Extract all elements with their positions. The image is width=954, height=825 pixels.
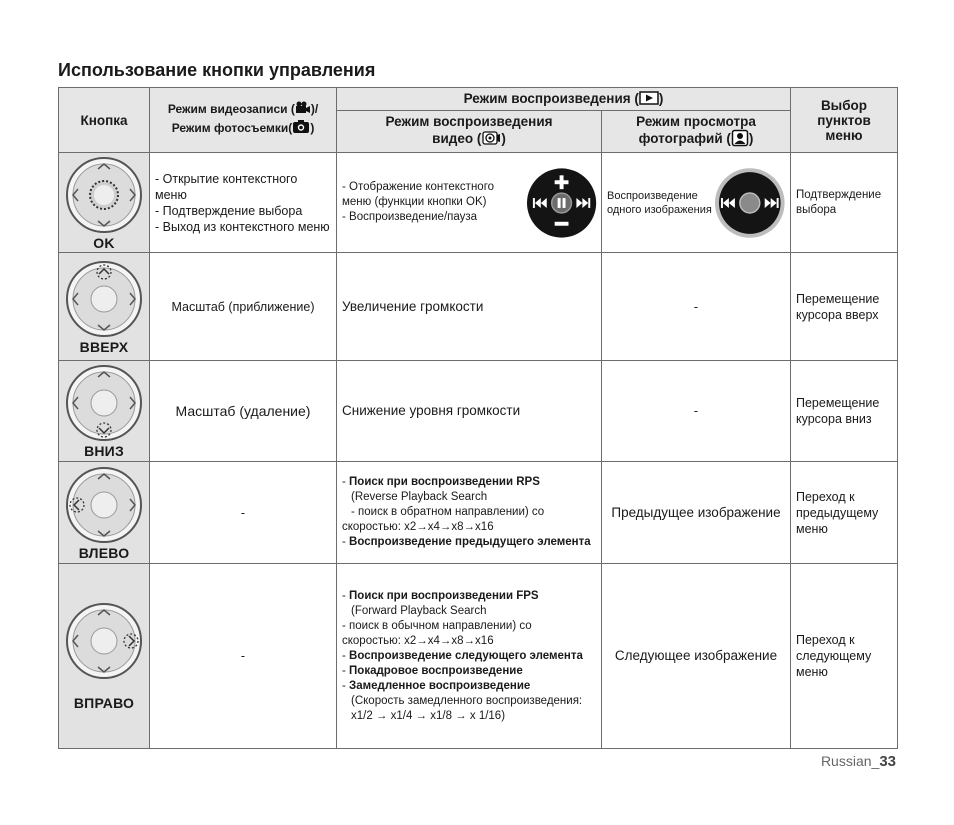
left-button-cell [59,462,150,564]
record-cell [150,153,337,253]
video-cell [337,564,602,749]
video-text: (Reverse Playback Search [351,491,488,503]
table-row [59,462,898,564]
video-text: Замедленное воспроизведение [349,679,531,692]
right-button-cell [59,564,150,749]
photo-camera-icon [292,119,310,139]
photo-cell [602,153,791,253]
photo-text: Воспроизведение одного изображения [607,189,712,216]
video-text: - Воспроизведение/пауза [342,211,478,223]
joystick-ok-icon [64,155,144,235]
header-video-playback: Режим воспроизведения видео ( ) [337,111,602,153]
button-label: ВВЕРХ [79,338,129,355]
joystick-up-icon [64,259,144,339]
record-cell: Масштаб (приближение) [150,253,337,361]
down-button-cell [59,361,150,462]
header-playback-mode: Режим воспроизведения ( ) [337,88,791,111]
ok-button-cell [59,153,150,253]
bullet: - [342,664,350,677]
menu-cell: Переход к следующему меню [791,564,898,749]
video-mode-icon [481,129,501,150]
bullet: - [342,589,350,602]
header-menu: Выбор пунктов меню [791,88,898,153]
joystick-left-icon [64,465,144,545]
up-button-cell [59,253,150,361]
control-button-table [58,87,898,749]
video-text: Поиск при воспроизведении FPS [349,589,539,602]
menu-cell: Перемещение курсора вниз [791,361,898,462]
menu-cell: Переход к предыдущему меню [791,462,898,564]
video-text: Покадровое воспроизведение [349,664,523,677]
header-button: Кнопка [59,88,150,153]
button-label: ВЛЕВО [78,544,130,561]
video-text: Воспроизведение следующего элемента [349,649,583,662]
video-camera-icon [295,101,311,119]
button-label: ВНИЗ [84,443,124,459]
bullet: - [342,679,350,692]
menu-cell: Подтверждение выбора [791,153,898,253]
joystick-right-icon [64,601,144,681]
record-cell: Масштаб (удаление) [150,361,337,462]
photo-mode-icon [731,129,749,150]
joystick-down-icon [64,363,144,443]
record-text: - Открытие контекстного меню [155,171,298,202]
video-text: (Forward Playback Search [351,604,487,617]
photo-cell: Предыдущее изображение [602,462,791,564]
bullet: - [342,536,350,548]
page-title: Использование кнопки управления [58,60,376,80]
page-footer [821,753,896,770]
video-text: Воспроизведение предыдущего элемента [349,536,591,548]
video-text: - поиск в обычном направлении) со [342,619,532,632]
photo-cell: - [602,361,791,462]
bullet: - [342,649,350,662]
button-label: ВПРАВО [73,695,135,711]
table-row [59,253,898,361]
play-mode-icon [639,91,659,108]
table-row [59,153,898,253]
record-text: - Подтверждение выбора [155,203,303,218]
menu-cell: Перемещение курсора вверх [791,253,898,361]
table-row [59,361,898,462]
video-cell: Увеличение громкости [337,253,602,361]
bullet: - [342,476,350,488]
video-text: - Отображение контекстного меню (функции кнопки OK) [342,181,495,208]
page-number: 33 [879,753,896,770]
video-cell [337,462,602,564]
video-text: Поиск при воспроизведении RPS [349,476,540,488]
video-text: скоростью: x2→x4→x8→x16 [342,634,494,647]
video-text: - поиск в обратном направлении) со [351,506,545,518]
record-cell: - [150,564,337,749]
video-cell [337,153,602,253]
video-cell: Снижение уровня громкости [337,361,602,462]
header-record-mode: Режим видеозаписи ( )/ Режим фотосъемки( ) [150,88,337,153]
table-row [59,564,898,749]
video-playback-controls-icon [526,167,597,239]
photo-playback-controls-icon [714,167,786,239]
button-label: OK [93,234,115,251]
photo-cell: Следующее изображение [602,564,791,749]
record-text: - Выход из контекстного меню [155,219,330,234]
video-text: (Скорость замедленного воспроизведения: x1/2 → x1/4 → x1/8 → x 1/16) [351,694,583,722]
record-cell: - [150,462,337,564]
photo-cell: - [602,253,791,361]
video-text: скоростью: x2→x4→x8→x16 [342,521,494,533]
header-photo-view: Режим просмотра фотографий ( ) [602,111,791,153]
footer-language: Russian_ [820,753,880,769]
